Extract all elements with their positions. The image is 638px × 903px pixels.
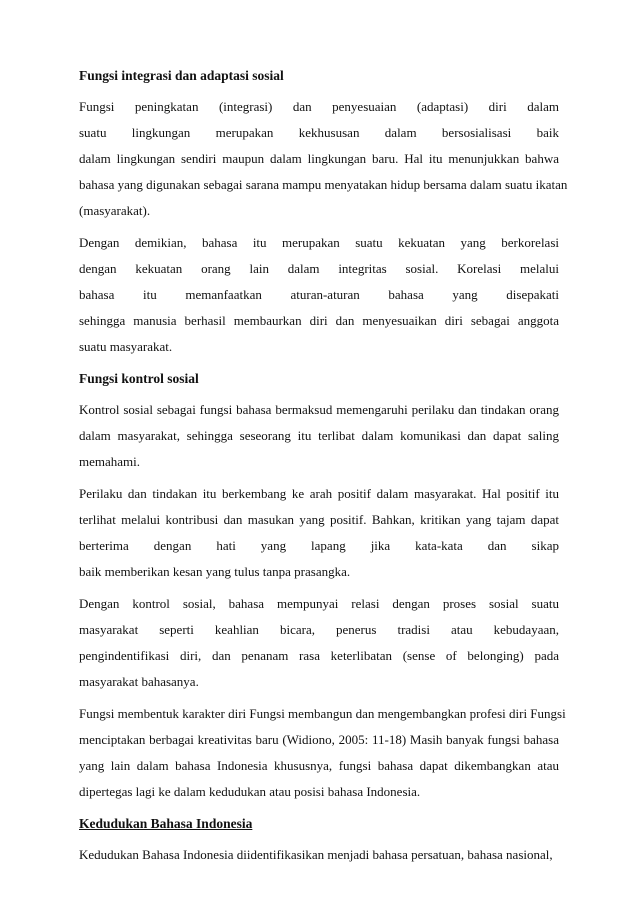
text-line: menciptakan berbagai kreativitas baru (Widiono, 2005: 11-18) Masih banyak fungsi bahasa (79, 732, 559, 747)
text-line: masyarakat seperti keahlian bicara, penerus tradisi atau kebudayaan, (79, 622, 559, 637)
section-heading-kedudukan: Kedudukan Bahasa Indonesia (79, 816, 253, 831)
text-line: Kontrol sosial sebagai fungsi bahasa bermaksud memengaruhi perilaku dan tindakan orang (79, 402, 559, 417)
text-line: Dengan kontrol sosial, bahasa mempunyai relasi dengan proses sosial suatu (79, 596, 559, 611)
paragraph-kontrol-4 (79, 701, 566, 805)
text-line: suatu lingkungan merupakan kekhususan dalam bersosialisasi baik (79, 125, 559, 140)
paragraph-kedudukan-1 (79, 842, 559, 868)
text-line: dalam lingkungan sendiri maupun dalam lingkungan baru. Hal itu menunjukkan bahwa (79, 151, 559, 166)
text-line: masyarakat bahasanya. (79, 674, 199, 689)
text-line: bahasa itu memanfaatkan aturan-aturan bahasa yang disepakati (79, 287, 559, 302)
document-page (79, 66, 568, 871)
paragraph-kontrol-3 (79, 591, 559, 695)
text-line: dalam masyarakat, sehingga seseorang itu terlibat dalam komunikasi dan dapat saling (79, 428, 559, 443)
text-line: Kedudukan Bahasa Indonesia diidentifikasikan menjadi bahasa persatuan, bahasa nasional, (79, 847, 553, 862)
section-heading-integrasi: Fungsi integrasi dan adaptasi sosial (79, 68, 284, 83)
text-line: dipertegas lagi ke dalam kedudukan atau posisi bahasa Indonesia. (79, 784, 421, 799)
paragraph-kontrol-2 (79, 481, 559, 585)
text-line: memahami. (79, 454, 141, 469)
text-line: suatu masyarakat. (79, 339, 173, 354)
text-line: yang lain dalam bahasa Indonesia khususnya, fungsi bahasa dapat dikembangkan atau (79, 758, 559, 773)
text-line: pengindentifikasi diri, dan penanam rasa keterlibatan (sense of belonging) pada (79, 648, 559, 663)
text-line: Fungsi membentuk karakter diri Fungsi membangun dan mengembangkan profesi diri Fungsi (79, 706, 566, 721)
paragraph-integrasi-1 (79, 94, 568, 224)
text-line: terlihat melalui kontribusi dan masukan yang positif. Bahkan, kritikan yang tajam dapat (79, 512, 559, 527)
text-line: (masyarakat). (79, 203, 151, 218)
text-line: berterima dengan hati yang lapang jika kata-kata dan sikap (79, 538, 559, 553)
text-line: baik memberikan kesan yang tulus tanpa prasangka. (79, 564, 351, 579)
text-line: dengan kekuatan orang lain dalam integritas sosial. Korelasi melalui (79, 261, 559, 276)
section-heading-kontrol-sosial: Fungsi kontrol sosial (79, 371, 199, 386)
text-line: bahasa yang digunakan sebagai sarana mampu menyatakan hidup bersama dalam suatu ikatan (79, 177, 568, 192)
text-line: Dengan demikian, bahasa itu merupakan suatu kekuatan yang berkorelasi (79, 235, 559, 250)
paragraph-kontrol-1 (79, 397, 559, 475)
text-line: Perilaku dan tindakan itu berkembang ke arah positif dalam masyarakat. Hal positif itu (79, 486, 559, 501)
text-line: Fungsi peningkatan (integrasi) dan penyesuaian (adaptasi) diri dalam (79, 99, 559, 114)
text-line: sehingga manusia berhasil membaurkan diri dan menyesuaikan diri sebagai anggota (79, 313, 559, 328)
paragraph-integrasi-2 (79, 230, 559, 360)
